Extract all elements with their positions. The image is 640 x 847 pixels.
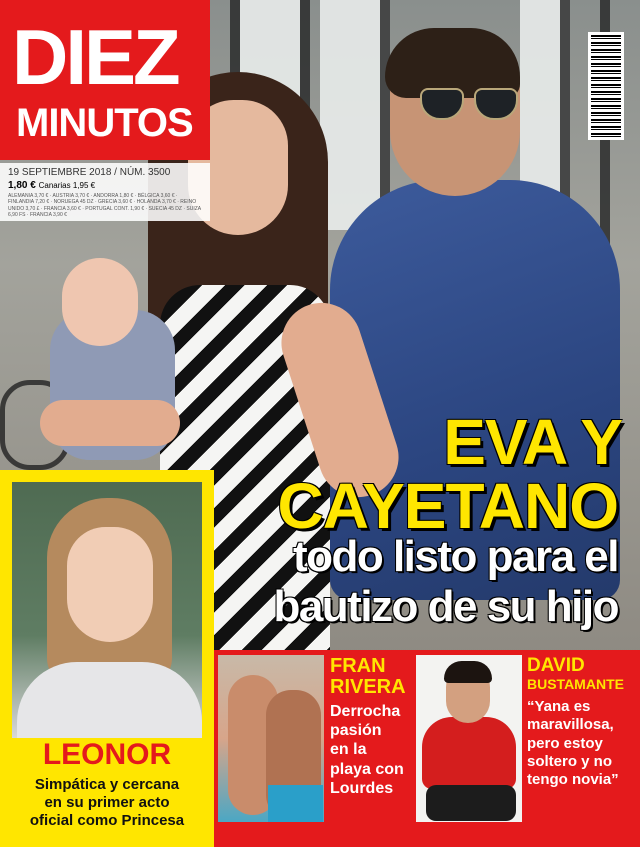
masthead bbox=[0, 0, 210, 160]
logo-diez: DIEZ bbox=[12, 13, 178, 101]
international-prices: ALEMANIA 3,70 € · AUSTRIA 3,70 € · ANDORRA 1,80 € · BÉLGICA 3,60 € · FINLANDIA 7,20 € · NORUEGA 45 DZ · GRECIA 3,60 € · HOLANDA 3,70 € · REINO UNIDO 3,70 £ · FRANCIA 3,60 € · PORTUGAL CONT. 1,90 € · SUECIA 45 DZ · SUIZA 6,90 FS · FRANCIA 3,90 € bbox=[8, 193, 201, 218]
logo-minutos: MINUTOS bbox=[16, 101, 193, 145]
price-value: 1,80 € bbox=[8, 180, 36, 191]
david-title-line: BUSTAMANTE bbox=[527, 675, 624, 692]
issue-info bbox=[0, 163, 210, 221]
david-caption-line: tengo novia” bbox=[527, 771, 619, 789]
fran-caption-line: playa con bbox=[330, 760, 404, 778]
leonor-caption-line: en su primer acto bbox=[44, 794, 170, 811]
fran-caption-line: Lourdes bbox=[330, 779, 394, 797]
david-caption-line: “Yana es bbox=[527, 698, 591, 715]
subhead-line-1: todo listo para el bbox=[292, 532, 618, 581]
david-caption-line: maravillosa, bbox=[527, 716, 614, 734]
headline-line-1: EVA Y bbox=[443, 406, 622, 478]
david-caption-line: soltero y no bbox=[527, 752, 613, 770]
leonor-story bbox=[0, 470, 214, 847]
david-caption-line: pero estoy bbox=[527, 734, 603, 752]
sunglasses bbox=[420, 88, 518, 122]
price-canarias: Canarias 1,95 € bbox=[38, 181, 96, 190]
leonor-caption bbox=[4, 776, 210, 830]
fran-title bbox=[330, 656, 406, 698]
leonor-caption-line: Simpática y cercana bbox=[34, 776, 180, 793]
issue-date: 19 SEPTIEMBRE 2018 / NÚM. 3500 bbox=[8, 167, 171, 178]
holding-arm bbox=[40, 400, 180, 446]
leonor-caption-line: oficial como Princesa bbox=[29, 812, 185, 829]
fran-title-line: FRAN bbox=[330, 655, 386, 677]
barcode-icon bbox=[588, 32, 624, 140]
subhead-line-2: bautizo de su hijo bbox=[273, 582, 618, 631]
fran-title-line: RIVERA bbox=[330, 676, 406, 698]
david-caption bbox=[527, 698, 619, 789]
fran-caption-line: en la bbox=[330, 741, 367, 759]
baby-head bbox=[62, 258, 138, 346]
headline-line-2: CAYETANO bbox=[277, 470, 618, 542]
david-title bbox=[527, 656, 624, 692]
fran-caption-line: Derrocha bbox=[330, 703, 401, 720]
leonor-title: LEONOR bbox=[42, 738, 172, 771]
david-title-line: DAVID bbox=[527, 655, 585, 676]
fran-caption-line: pasión bbox=[330, 722, 382, 740]
fran-caption bbox=[330, 702, 404, 798]
leonor-photo bbox=[12, 482, 202, 738]
fran-photo bbox=[218, 655, 324, 822]
david-photo bbox=[416, 655, 522, 822]
price bbox=[8, 180, 202, 191]
